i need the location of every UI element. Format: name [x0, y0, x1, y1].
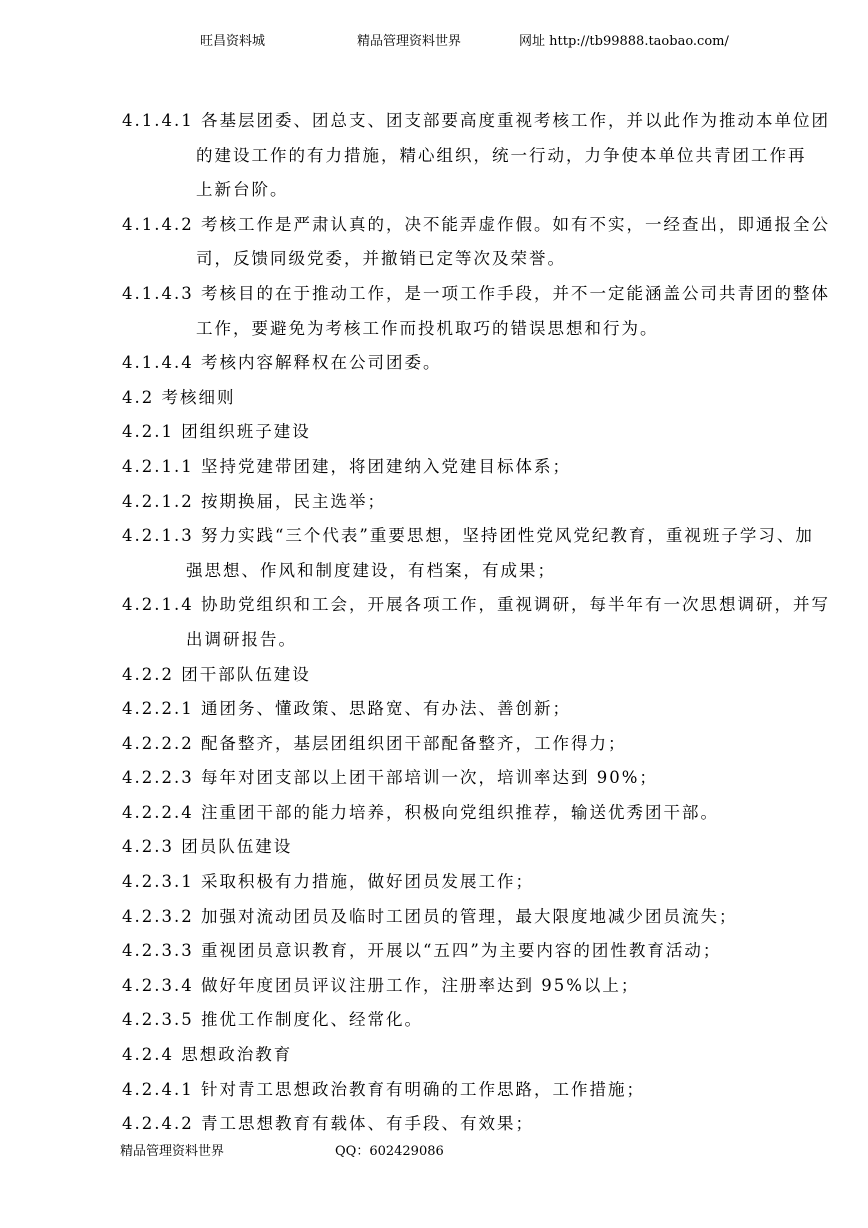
- paragraph-line: 4.2.3.4 做好年度团员评议注册工作，注册率达到 95%以上；: [122, 975, 640, 995]
- paragraph-line: 4.1.4.3 考核目的在于推动工作，是一项工作手段，并不一定能涵盖公司共青团的整体: [122, 283, 830, 303]
- paragraph-line: 4.2.2.4 注重团干部的能力培养，积极向党组织推荐，输送优秀团干部。: [122, 802, 719, 822]
- paragraph-line: 4.2.3.1 采取积极有力措施，做好团员发展工作；: [122, 872, 534, 892]
- page-header: [0, 30, 868, 50]
- paragraph-line: 4.2.1.1 坚持党建带团建，将团建纳入党建目标体系；: [122, 456, 571, 476]
- header-shop-name: 旺昌资料城: [200, 34, 266, 49]
- paragraph-continuation: 出调研报告。: [186, 629, 297, 649]
- paragraph-line: 4.1.4.1 各基层团委、团总支、团支部要高度重视考核工作，并以此作为推动本单位团: [122, 111, 830, 130]
- paragraph-line: 4.2.3.3 重视团员意识教育，开展以“五四”为主要内容的团性教育活动；: [122, 941, 722, 961]
- paragraph-line: 4.2.2 团干部队伍建设: [122, 664, 311, 684]
- paragraph-line: 4.2.3.5 推优工作制度化、经常化。: [122, 1010, 423, 1030]
- document-body: [122, 104, 830, 1142]
- footer-site-name: 精品管理资料世界: [120, 1144, 225, 1159]
- paragraph-line: 4.2.2.1 通团务、懂政策、思路宽、有办法、善创新；: [122, 699, 571, 719]
- paragraph-line: 4.2.2.3 每年对团支部以上团干部培训一次，培训率达到 90%；: [122, 768, 658, 788]
- paragraph-continuation: 上新台阶。: [196, 180, 289, 200]
- paragraph-line: 4.2.1.2 按期换届，民主选举；: [122, 491, 386, 511]
- paragraph-line: 4.2 考核细则: [122, 387, 236, 407]
- paragraph-line: 4.2.1.4 协助党组织和工会，开展各项工作，重视调研，每半年有一次思想调研，并写: [122, 595, 830, 615]
- paragraph-continuation: 司，反馈同级党委，并撤销已定等次及荣誉。: [196, 249, 566, 269]
- header-site-name: 精品管理资料世界: [357, 34, 462, 49]
- paragraph-continuation: 的建设工作的有力措施，精心组织，统一行动，力争使本单位共青团工作再: [196, 145, 807, 165]
- footer-qq: QQ：602429086: [335, 1144, 444, 1159]
- paragraph-line: 4.2.4 思想政治教育: [122, 1045, 293, 1065]
- paragraph-line: 4.2.1 团组织班子建设: [122, 422, 311, 442]
- paragraph-continuation: 强思想、作风和制度建设，有档案，有成果；: [186, 560, 556, 580]
- paragraph-line: 4.1.4.4 考核内容解释权在公司团委。: [122, 353, 442, 373]
- paragraph-line: 4.2.3 团员队伍建设: [122, 837, 293, 857]
- paragraph-line: 4.2.2.2 配备整齐，基层团组织团干部配备整齐，工作得力；: [122, 733, 627, 753]
- paragraph-line: 4.2.4.2 青工思想教育有载体、有手段、有效果；: [122, 1114, 534, 1134]
- paragraph-line: 4.2.1.3 努力实践“三个代表”重要思想，坚持团性党风党纪教育，重视班子学习、加: [122, 526, 814, 546]
- paragraph-line: 4.2.4.1 针对青工思想政治教育有明确的工作思路，工作措施；: [122, 1079, 645, 1099]
- paragraph-line: 4.2.3.2 加强对流动团员及临时工团员的管理，最大限度地减少团员流失；: [122, 906, 738, 926]
- paragraph-continuation: 工作，要避免为考核工作而投机取巧的错误思想和行为。: [196, 318, 659, 338]
- header-url: 网址 http://tb99888.taobao.com/: [519, 34, 729, 49]
- paragraph-line: 4.1.4.2 考核工作是严肃认真的，决不能弄虚作假。如有不实，一经查出，即通报全公: [122, 214, 830, 234]
